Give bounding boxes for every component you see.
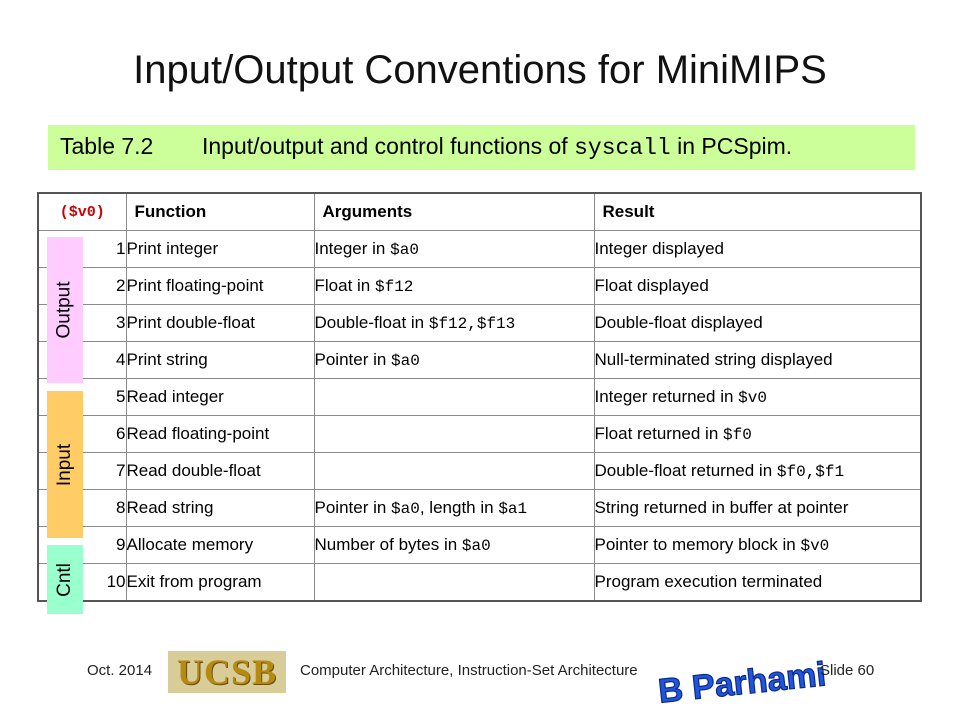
footer-slide-number: Slide 60 xyxy=(820,662,875,679)
table-row xyxy=(38,231,921,268)
table-row xyxy=(38,453,921,490)
argument-text: Pointer in xyxy=(314,498,392,517)
result-text: Program execution terminated xyxy=(594,572,823,591)
cell-code: 7 xyxy=(38,453,126,490)
cell-function: Allocate memory xyxy=(126,527,314,564)
argument-register: $f12,$f13 xyxy=(428,315,516,333)
argument-text: Float in xyxy=(314,276,375,295)
result-register: $f0 xyxy=(723,426,752,444)
cell-code: 5 xyxy=(38,379,126,416)
cell-result xyxy=(594,490,921,527)
argument-register: $a0 xyxy=(391,352,420,370)
cell-function: Read string xyxy=(126,490,314,527)
cell-result xyxy=(594,268,921,305)
cell-code: 1 xyxy=(38,231,126,268)
footer-course: Computer Architecture, Instruction-Set Architecture xyxy=(300,662,638,679)
cell-arguments xyxy=(314,416,594,453)
parhami-logo xyxy=(656,652,828,711)
cell-function: Print integer xyxy=(126,231,314,268)
cell-arguments xyxy=(314,379,594,416)
cell-result xyxy=(594,342,921,379)
result-text: Double-float displayed xyxy=(594,313,763,332)
cell-code: 9 xyxy=(38,527,126,564)
cell-arguments xyxy=(314,231,594,268)
caption-number: Table 7.2 xyxy=(60,133,154,159)
result-text: Null-terminated string displayed xyxy=(594,350,833,369)
group-control-text: Cntl xyxy=(53,562,75,597)
result-text: Float displayed xyxy=(594,276,709,295)
caption-text-before: Input/output and control functions of xyxy=(202,133,575,159)
argument-text: Integer in xyxy=(314,239,391,258)
syscall-table xyxy=(37,192,922,602)
cell-result xyxy=(594,231,921,268)
table-caption xyxy=(48,125,915,170)
argument-text: Number of bytes in xyxy=(314,535,462,554)
cell-arguments xyxy=(314,527,594,564)
cell-function: Read double-float xyxy=(126,453,314,490)
result-text: String returned in buffer at pointer xyxy=(594,498,849,517)
result-register: $f0,$f1 xyxy=(776,463,845,481)
cell-function: Read floating-point xyxy=(126,416,314,453)
group-output-text: Output xyxy=(54,281,76,339)
result-text: Double-float returned in xyxy=(594,461,777,480)
cell-result xyxy=(594,564,921,602)
cell-arguments xyxy=(314,268,594,305)
cell-code: 6 xyxy=(38,416,126,453)
result-text: Integer returned in xyxy=(594,387,739,406)
group-label-input xyxy=(47,391,83,538)
cell-function: Read integer xyxy=(126,379,314,416)
header-function: Function xyxy=(126,193,314,231)
slide-title: Input/Output Conventions for MiniMIPS xyxy=(133,48,827,92)
cell-code: 2 xyxy=(38,268,126,305)
footer-date: Oct. 2014 xyxy=(87,662,153,679)
cell-function: Print double-float xyxy=(126,305,314,342)
ucsb-logo: UCSB xyxy=(168,651,286,693)
cell-result xyxy=(594,305,921,342)
argument-register: $a0 xyxy=(461,537,491,555)
result-text: Pointer to memory block in xyxy=(594,535,801,554)
parhami-logo-text: B Parhami xyxy=(656,655,828,711)
cell-code: 3 xyxy=(38,305,126,342)
group-label-control xyxy=(47,545,83,614)
caption-code: syscall xyxy=(574,135,671,161)
group-input-text: Input xyxy=(54,443,76,486)
table-row xyxy=(38,268,921,305)
cell-result xyxy=(594,379,921,416)
cell-result xyxy=(594,416,921,453)
argument-text: Pointer in xyxy=(314,350,392,369)
result-text: Float returned in xyxy=(594,424,724,443)
header-arguments: Arguments xyxy=(314,193,594,231)
result-register: $v0 xyxy=(738,389,767,407)
table-row xyxy=(38,416,921,453)
cell-result xyxy=(594,527,921,564)
argument-text: Double-float in xyxy=(314,313,429,332)
cell-function: Exit from program xyxy=(126,564,314,602)
header-result: Result xyxy=(594,193,921,231)
cell-arguments xyxy=(314,490,594,527)
cell-code: 4 xyxy=(38,342,126,379)
table-row xyxy=(38,490,921,527)
table-row xyxy=(38,305,921,342)
result-register: $v0 xyxy=(800,537,830,555)
group-label-output xyxy=(47,237,83,383)
argument-register: $f12 xyxy=(374,278,414,296)
cell-function: Print string xyxy=(126,342,314,379)
result-text: Integer displayed xyxy=(594,239,724,258)
table-row xyxy=(38,342,921,379)
table-row xyxy=(38,527,921,564)
cell-arguments xyxy=(314,342,594,379)
cell-code: 8 xyxy=(38,490,126,527)
cell-arguments xyxy=(314,305,594,342)
cell-code: 10 xyxy=(38,564,126,602)
caption-text-after: in PCSpim. xyxy=(670,133,793,159)
table-row xyxy=(38,379,921,416)
cell-arguments xyxy=(314,564,594,602)
argument-text: , length in xyxy=(419,498,499,517)
argument-register: $a0 xyxy=(391,500,420,518)
argument-register: $a0 xyxy=(390,241,419,259)
table-header-row xyxy=(38,193,921,231)
cell-result xyxy=(594,453,921,490)
argument-register: $a1 xyxy=(498,500,528,518)
table-row xyxy=(38,564,921,602)
cell-function: Print floating-point xyxy=(126,268,314,305)
cell-arguments xyxy=(314,453,594,490)
header-register: ($v0) xyxy=(38,193,126,231)
